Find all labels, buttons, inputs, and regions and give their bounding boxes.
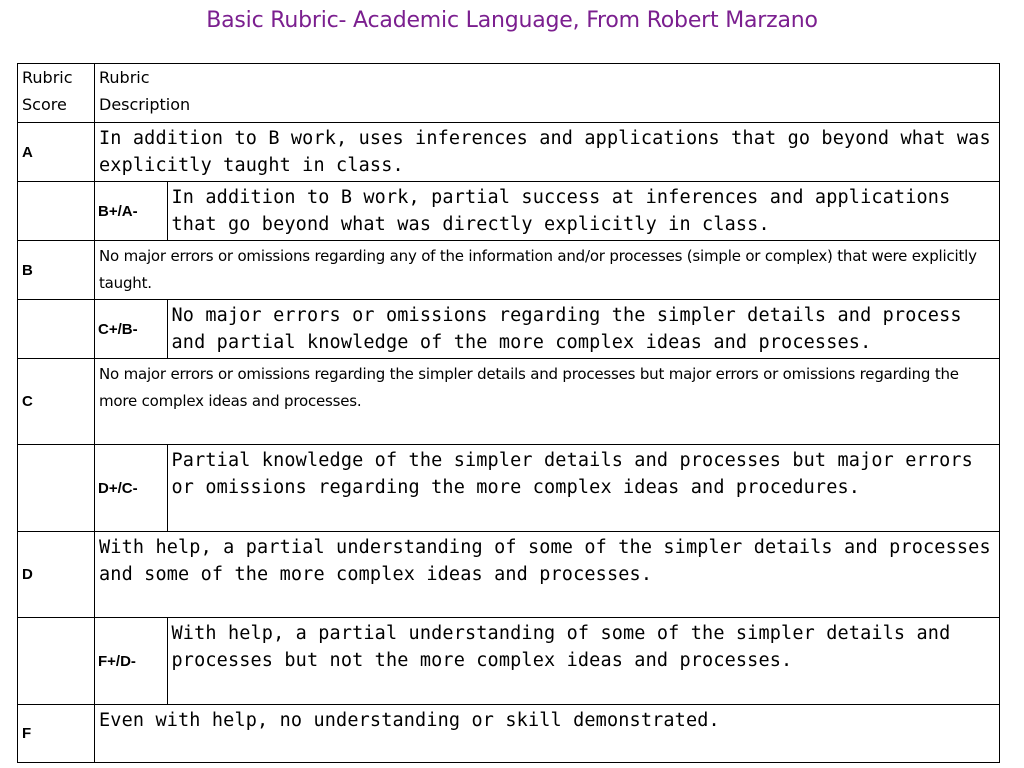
description-cell: In addition to B work, uses inferences and applications that go beyond what was explicitly taught in class. — [95, 123, 1000, 182]
description-header-line-2: Description — [99, 95, 191, 114]
table-row — [18, 618, 1000, 705]
description-header-line-1: Rubric — [99, 68, 150, 87]
score-cell-empty — [18, 300, 95, 359]
score-cell: F — [18, 705, 95, 763]
score-header-line-1: Rubric — [22, 68, 73, 87]
description-cell: With help, a partial understanding of some of the simpler details and processes but not the more complex ideas and processes. — [167, 618, 999, 704]
score-cell: A — [18, 123, 95, 182]
description-cell: No major errors or omissions regarding any of the information and/or processes (simple or complex) that were explicitly taught. — [95, 241, 1000, 300]
description-cell: In addition to B work, partial success at inferences and applications that go beyond what was directly explicitly in class. — [167, 182, 999, 240]
page-title: Basic Rubric- Academic Language, From Robert Marzano — [206, 8, 818, 33]
sub-row-cell — [95, 445, 1000, 532]
sub-score-cell: B+/A- — [98, 202, 138, 220]
table-row — [18, 445, 1000, 532]
sub-score-cell: F+/D- — [98, 652, 136, 670]
header-row — [18, 64, 1000, 123]
table-row — [18, 705, 1000, 763]
description-cell: No major errors or omissions regarding the simpler details and process and partial knowledge of the more complex ideas and processes. — [167, 300, 999, 358]
table-row — [18, 300, 1000, 359]
score-cell: B — [18, 241, 95, 300]
score-cell-empty — [18, 182, 95, 241]
sub-score-cell: D+/C- — [98, 479, 138, 497]
description-cell: With help, a partial understanding of some of the simpler details and processes and some of the more complex ideas and processes. — [95, 532, 1000, 618]
sub-row-cell — [95, 182, 1000, 241]
table-row — [18, 182, 1000, 241]
sub-row-cell — [95, 618, 1000, 705]
sub-row-cell — [95, 300, 1000, 359]
description-cell: Even with help, no understanding or skill demonstrated. — [95, 705, 1000, 763]
rubric-table — [17, 63, 1000, 763]
description-cell: No major errors or omissions regarding the simpler details and processes but major errors or omissions regarding the more complex ideas and processes. — [95, 359, 1000, 445]
description-cell: Partial knowledge of the simpler details and processes but major errors or omissions regarding the more complex ideas and procedures. — [167, 445, 999, 531]
score-cell: C — [18, 359, 95, 445]
score-cell: D — [18, 532, 95, 618]
table-row — [18, 359, 1000, 445]
table-row — [18, 123, 1000, 182]
score-header-line-2: Score — [22, 95, 67, 114]
score-cell-empty — [18, 445, 95, 532]
sub-score-cell: C+/B- — [98, 320, 138, 338]
table-row — [18, 241, 1000, 300]
description-header — [95, 64, 1000, 123]
table-row — [18, 532, 1000, 618]
score-header — [18, 64, 95, 123]
score-cell-empty — [18, 618, 95, 705]
